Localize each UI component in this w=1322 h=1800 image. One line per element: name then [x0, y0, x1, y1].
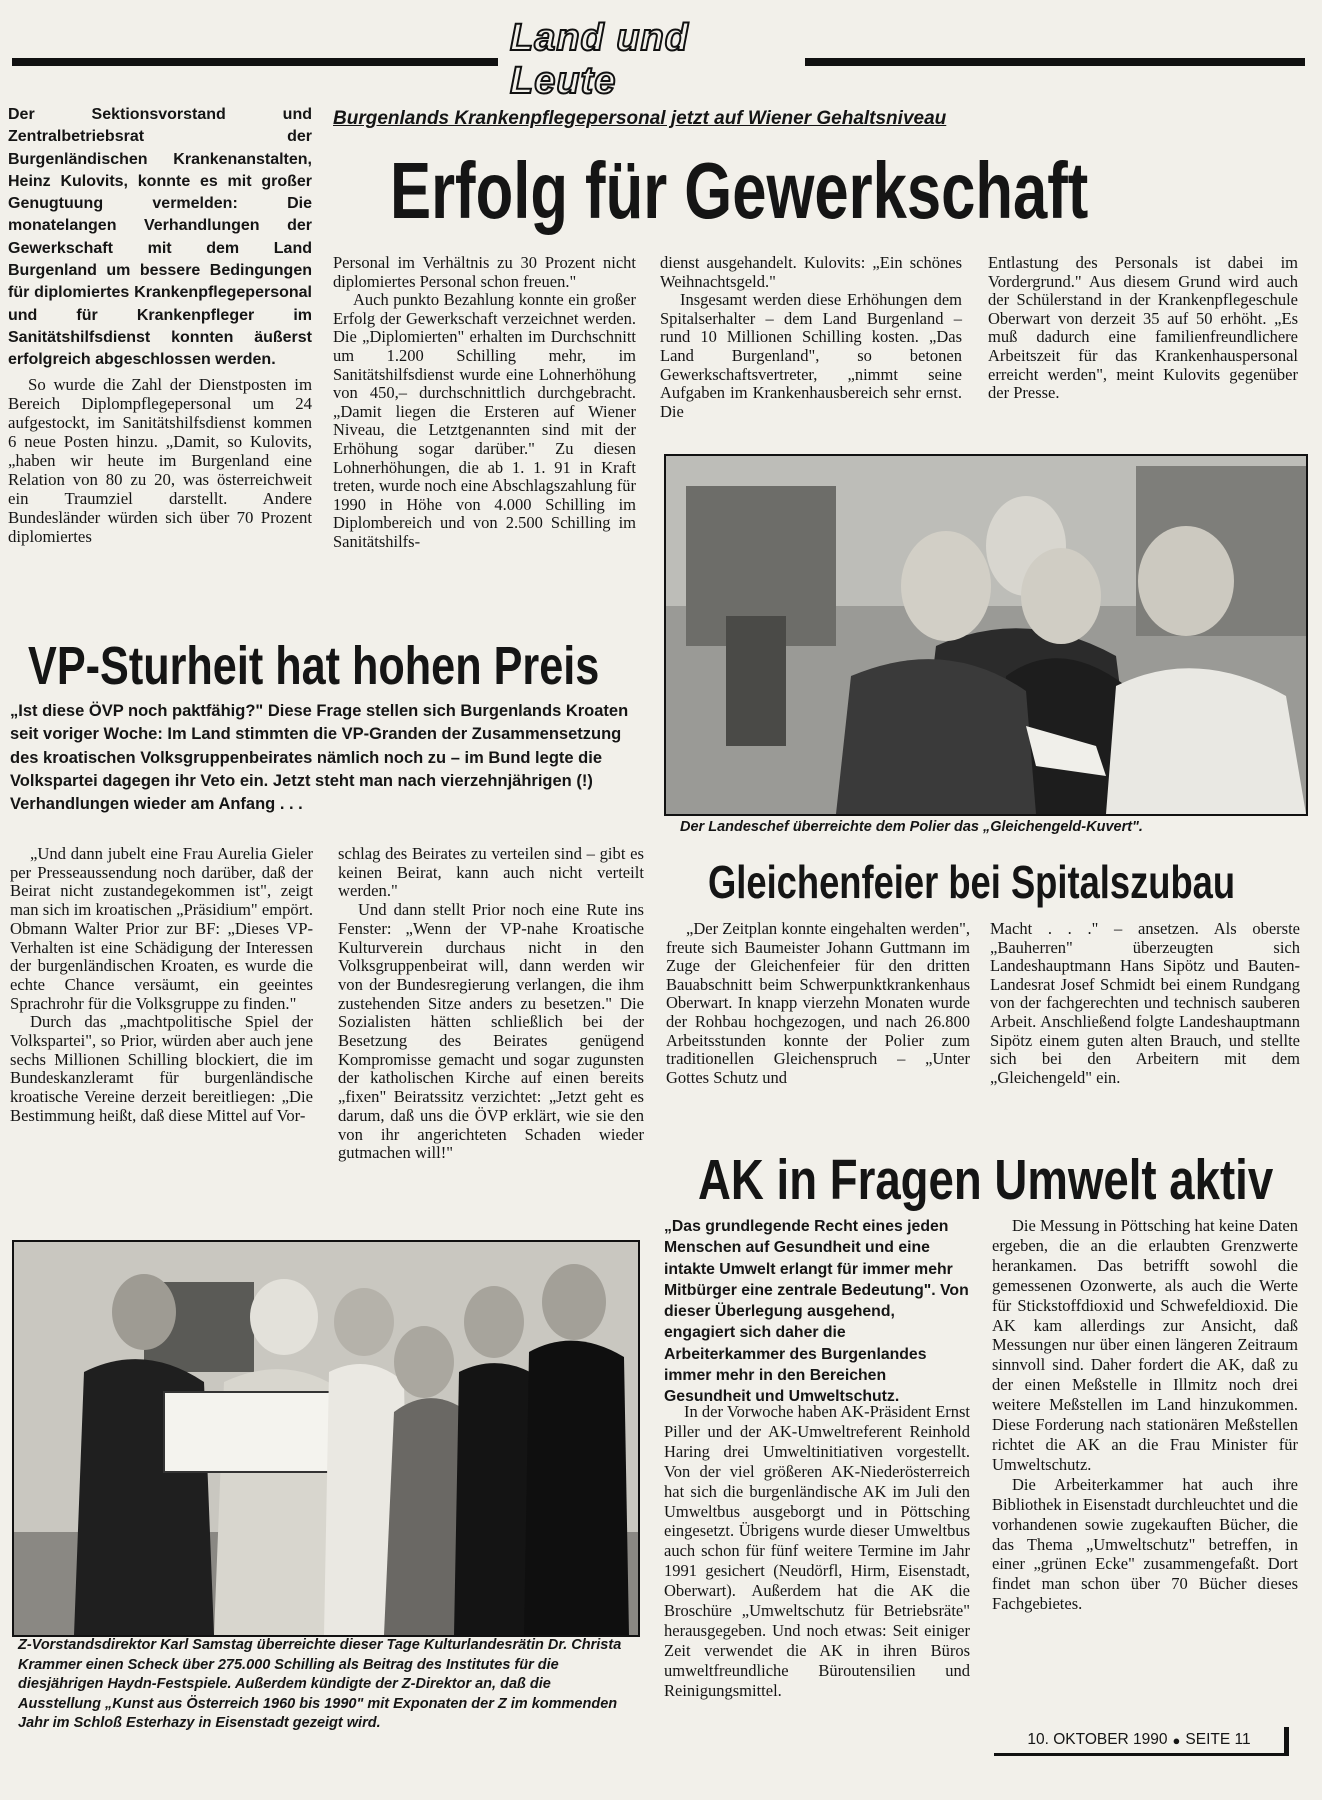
vp-lead: „Ist diese ÖVP noch paktfähig?" Diese Frage stellen sich Burgenlands Kroaten seit voriger Woche: Im Land stimmten die VP-Granden der Zusammensetzung des kroatischen Volksgruppenbeirates nämlich noch zu – im Bund legte die Volkspartei dagegen ihr Veto ein. Jetzt steht man nach vierzehnjährigen (!) Verhandlungen wieder am Anfang . . . [10, 702, 629, 814]
page-footer [994, 1727, 1289, 1756]
ak-lead: „Das grundlegende Recht eines jeden Menschen auf Gesundheit und eine intakte Umwelt erlangt für immer mehr Mitbürger eine zentrale Bedeutung". Von dieser Überlegung ausgehend, engagiert sich daher die Arbeiterkammer des Burgenlandes immer mehr in den Bereichen Gesundheit und Umweltschutz. [664, 1218, 969, 1406]
vp-col2 [338, 845, 644, 1163]
footer-date: 10. OKTOBER 1990 [1027, 1731, 1168, 1748]
paragraph: „Und dann jubelt eine Frau Aurelia Gieler per Presseaussendung noch darüber, daß der Beirat nicht zustandegekommen ist", zeigt man sich im kroatischen „Präsidium" empört. Obmann Walter Prior zur BF: „Dieses VP-Verhalten ist eine Schädigung der Interessen der burgenländischen Kroaten, es wurde die echte Chance versäumt, ein geeintes Sprachrohr für die Volksgruppe zu finden." [10, 844, 313, 1013]
photo-landeschef-image [666, 456, 1306, 814]
ak-col1 [664, 1402, 970, 1701]
sidebar-article [8, 104, 312, 546]
header-rule-right [805, 58, 1305, 66]
headline-gewerkschaft: Erfolg für Gewerkschaft [390, 146, 1089, 235]
paragraph: Auch punkto Bezahlung konnte ein großer Erfolg der Gewerkschaft verzeichnet werden. Die „Diplomierten" erhalten im Durchschnitt um 1.200 Schilling mehr, im Sanitätshilfsdienst wurde eine Lohnerhöhung von 450,– durchschnittlich durchgebracht. „Damit liegen die Ersteren auf Wiener Niveau, die Letztgenannten sind mit der Erhöhung sogar darüber." Zu diesen Lohnerhöhungen, die ab 1. 1. 91 in Kraft treten, wurde noch eine Abschlagszahlung für 1990 in Höhe von 4.000 Schilling im Diplombereich und von 2.500 Schilling im Sanitätshilfs- [333, 290, 636, 551]
ak-col2 [992, 1216, 1298, 1614]
paragraph: Entlastung des Personals ist dabei im Vordergrund." Aus diesem Grund wird auch der Schülerstand in der Krankenpflegeschule Oberwart von derzeit 35 auf 50 erhöht. „Es muß dadurch eine familienfreundlichere Arbeitszeit für das Krankenhauspersonal erreicht werden", meint Kulovits gegenüber der Presse. [988, 253, 1298, 403]
headline-gleichenfeier: Gleichenfeier bei Spitalszubau [708, 856, 1236, 908]
photo-scheck [12, 1240, 640, 1637]
gewerkschaft-col1 [333, 254, 636, 552]
paragraph: In der Vorwoche haben AK-Präsident Ernst Piller und der AK-Umweltreferent Reinhold Haring drei Umweltinitiativen vorgestellt. Von der viel größeren AK-Niederösterreich hat sich die burgenländische AK im Juli den Umweltbus ausgeborgt und in Pöttsching eingesetzt. Übrigens wurde dieser Umweltbus auch schon für fünf weitere Termine im Jahr 1991 gesichert (Neudörfl, Hirm, Eisenstadt, Oberwart). Außerdem hat die AK die Broschüre „Umweltschutz für Betriebsräte" herausgegeben. Und noch etwas: Seit einiger Zeit verwendet die AK in ihren Büros umweltfreundliche Büroutensilien und Reinigungsmittel. [664, 1402, 970, 1700]
caption-scheck: Z-Vorstandsdirektor Karl Samstag überreichte dieser Tage Kulturlandesrätin Dr. Christa Krammer einen Scheck über 275.000 Schilling als Beitrag des Institutes für die diesjährigen Haydn-Festspiele. Außerdem kündigte der Z-Direktor an, daß die Ausstellung „Kunst aus Österreich 1960 bis 1990" mit Exponaten der Z im kommenden Jahr im Schloß Esterhazy in Eisenstadt gezeigt wird. [18, 1637, 622, 1731]
caption-landeschef: Der Landeschef überreichte dem Polier das „Gleichengeld-Kuvert". [680, 819, 1143, 835]
section-title: Land und Leute [510, 17, 689, 102]
paragraph: Und dann stellt Prior noch eine Rute ins Fenster: „Wenn der VP-nahe Kroatische Kulturverein durchaus nicht in den Volksgruppenbeirat will, dann werden wir von der Bundesregierung verlangen, die ihm zustehenden Sitze anders zu besetzen." Die Sozialisten hätten schließlich bei der Besetzung des Beirates genügend Kompromisse gemacht und sogar zugunsten der katholischen Kirche auf einen bereits „fixen" Beiratssitz verzichtet: „Jetzt geht es darum, daß uns die ÖVP erklärt, wie sie den von ihr angerichteten Schaden wieder gutmachen will!" [338, 900, 644, 1163]
paragraph: Personal im Verhältnis zu 30 Prozent nicht diplomiertes Personal schon freuen." [333, 253, 636, 291]
kicker-text: Burgenlands Krankenpflegepersonal jetzt auf Wiener Gehaltsniveau [333, 108, 947, 129]
paragraph: Insgesamt werden diese Erhöhungen dem Spitalserhalter – dem Land Burgenland – rund 10 Millionen Schilling kosten. „Das Land Burgenland", so betonen Gewerkschaftsvertreter, „nimmt seine Aufgaben im Krankenhausbereich sehr ernst. Die [660, 290, 962, 421]
paragraph: Durch das „machtpolitische Spiel der Volkspartei", so Prior, würden aber auch jene sechs Millionen Schilling blockiert, die im Bundeskanzleramt für burgenländische kroatische Vereine derzeit bereitliegen: „Die Bestimmung heißt, daß diese Mittel auf Vor- [10, 1012, 313, 1125]
paragraph: Macht . . ." – ansetzen. Als oberste „Bauherren" überzeugten sich Landeshauptmann Hans Sipötz und Bauten-Landesrat Josef Schmidt bei einem Rundgang von der fachgerechten und technisch sauberen Arbeit. Anschließend folgte Landeshauptmann Sipötz einem guten alten Brauch, und stellte sich bei den Arbeitern mit dem „Gleichengeld" ein. [990, 919, 1300, 1087]
paragraph: Die Arbeiterkammer hat auch ihre Bibliothek in Eisenstadt durchleuchtet und die vorhandenen sowie zugekauften Bücher, die das Thema „Umweltschutz" betreffen, in einer „grünen Ecke" zusammengefaßt. Dort findet man schon über 70 Bücher dieses Fachgebietes. [992, 1474, 1298, 1614]
sidebar-lead: Der Sektionsvorstand und Zentralbetriebsrat der Burgenländischen Krankenanstalten, Heinz Kulovits, konnte es mit großer Genugtuung vermelden: Die monatelangen Verhandlungen der Gewerkschaft mit dem Land Burgenland um bessere Bedingungen für diplomiertes Krankenpflegepersonal und für Krankenpfleger im Sanitätshilfsdienst konnten äußerst erfolgreich abgeschlossen werden. [8, 106, 312, 369]
gewerkschaft-col3 [988, 254, 1298, 403]
headline-ak: AK in Fragen Umwelt aktiv [698, 1148, 1274, 1212]
kicker [333, 108, 983, 130]
gleichenfeier-col1 [666, 920, 970, 1087]
headline-vp: VP-Sturheit hat hohen Preis [28, 636, 600, 696]
paragraph: schlag des Beirates zu verteilen sind – gibt es keinen Beirat, kann auch nicht verteilt werden." [338, 844, 644, 901]
paragraph: Die Messung in Pöttsching hat keine Daten ergeben, die an die erlaubten Grenzwerte herankamen. Das betrifft sowohl die gemessenen Ozonwerte, als auch die Werte für Stickstoffdioxid und Schwefeldioxid. Die AK kam allerdings zur Ansicht, daß Messungen nur über einen längeren Zeitraum sinnvoll sind. Daher fordert die AK, daß zu der einen Meßstelle in Illmitz noch drei weitere Meßstellen im Land hinzukommen. Diese Forderung nach stationären Meßstellen richtet die AK an die Frau Minister für Umweltschutz. [992, 1216, 1298, 1474]
paragraph: „Der Zeitplan konnte eingehalten werden", freute sich Baumeister Johann Guttmann im Zuge der Gleichenfeier für den dritten Bauabschnitt beim Schwerpunktkrankenhaus Oberwart. In knapp vierzehn Monaten wurde der Rohbau hochgezogen, und nach 26.800 Arbeitsstunden konnte der Polier zum traditionellen Gleichenspruch – „Unter Gottes Schutz und [666, 919, 970, 1087]
gewerkschaft-col2 [660, 254, 962, 421]
section-logo [510, 17, 800, 102]
paragraph: dienst ausgehandelt. Kulovits: „Ein schönes Weihnachtsgeld." [660, 253, 962, 291]
header-rule-left [12, 58, 498, 66]
footer-page: SEITE 11 [1185, 1731, 1251, 1748]
photo-scheck-image [14, 1242, 638, 1635]
footer-separator: ● [1172, 1732, 1181, 1748]
photo-landeschef [664, 454, 1308, 816]
gleichenfeier-col2 [990, 920, 1300, 1087]
vp-col1 [10, 845, 313, 1126]
sidebar-body-paragraph: So wurde die Zahl der Dienstposten im Bereich Diplompflegepersonal um 24 aufgestockt, im Sanitätshilfsdienst kommen 6 neue Posten hinzu. „Damit, so Kulovits, „haben wir heute im Burgenland eine Relation von 80 zu 20, was österreichweit ein Traumziel darstellt. Andere Bundesländer würden sich über 70 Prozent diplomiertes [8, 374, 312, 546]
sidebar-body [8, 375, 312, 546]
